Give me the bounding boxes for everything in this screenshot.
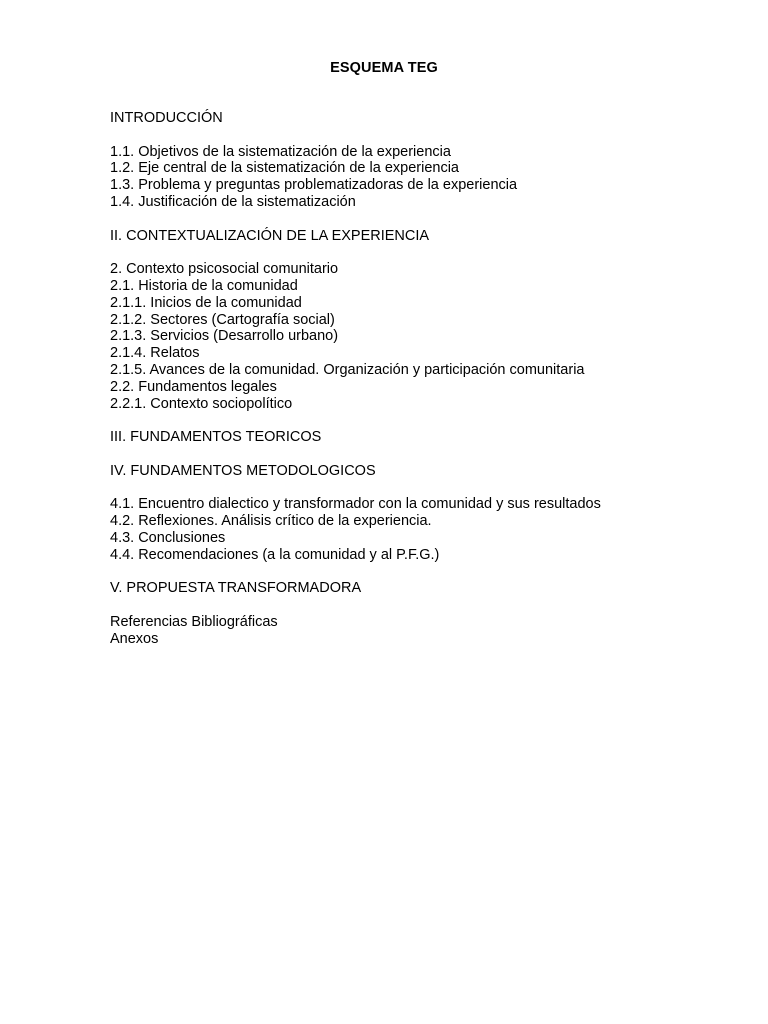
outline-item: 2.1. Historia de la comunidad: [110, 277, 298, 294]
spacer: [110, 446, 710, 463]
outline-item: 1.3. Problema y preguntas problematizadoras de la experiencia: [110, 177, 518, 194]
outline-content: [110, 110, 710, 648]
document-title: ESQUEMA TEG: [330, 60, 438, 76]
spacer: [110, 127, 710, 144]
section-heading: III. FUNDAMENTOS TEORICOS: [110, 429, 322, 446]
spacer: [110, 244, 710, 261]
section-fundamentos-teoricos: [110, 429, 710, 446]
outline-item: 2.2.1. Contexto sociopolítico: [110, 395, 293, 412]
outline-item: Referencias Bibliográficas: [110, 613, 278, 630]
section-heading: V. PROPUESTA TRANSFORMADORA: [110, 580, 362, 597]
outline-item: 1.1. Objetivos de la sistematización de la experiencia: [110, 143, 451, 160]
outline-item: 1.4. Justificación de la sistematización: [110, 193, 356, 210]
outline-item: Anexos: [110, 630, 159, 647]
outline-item: 4.1. Encuentro dialectico y transformador con la comunidad y sus resultados: [110, 496, 601, 513]
outline-item: 2. Contexto psicosocial comunitario: [110, 261, 339, 278]
section-contextualizacion: [110, 228, 710, 413]
section-propuesta-transformadora: [110, 580, 710, 597]
section-heading: IV. FUNDAMENTOS METODOLOGICOS: [110, 462, 376, 479]
section-heading: INTRODUCCIÓN: [110, 110, 223, 126]
spacer: [110, 211, 710, 228]
section-introduccion: [110, 110, 710, 211]
section-heading: II. CONTEXTUALIZACIÓN DE LA EXPERIENCIA: [110, 227, 430, 244]
spacer: [110, 564, 710, 581]
spacer: [110, 597, 710, 614]
spacer: [110, 412, 710, 429]
outline-item: 1.2. Eje central de la sistematización de la experiencia: [110, 160, 459, 177]
outline-item: 2.1.5. Avances de la comunidad. Organización y participación comunitaria: [110, 361, 585, 378]
outline-item: 2.2. Fundamentos legales: [110, 378, 277, 395]
outline-item: 4.3. Conclusiones: [110, 529, 226, 546]
outline-item: 4.4. Recomendaciones (a la comunidad y al P.F.G.): [110, 546, 440, 563]
section-fundamentos-metodologicos: [110, 463, 710, 564]
outline-item: 2.1.2. Sectores (Cartografía social): [110, 311, 335, 328]
outline-item: 2.1.3. Servicios (Desarrollo urbano): [110, 328, 339, 345]
outline-item: 2.1.4. Relatos: [110, 345, 200, 362]
outline-item: 2.1.1. Inicios de la comunidad: [110, 294, 302, 311]
spacer: [110, 480, 710, 497]
section-referencias-anexos: [110, 614, 710, 648]
outline-item: 4.2. Reflexiones. Análisis crítico de la experiencia.: [110, 513, 432, 530]
